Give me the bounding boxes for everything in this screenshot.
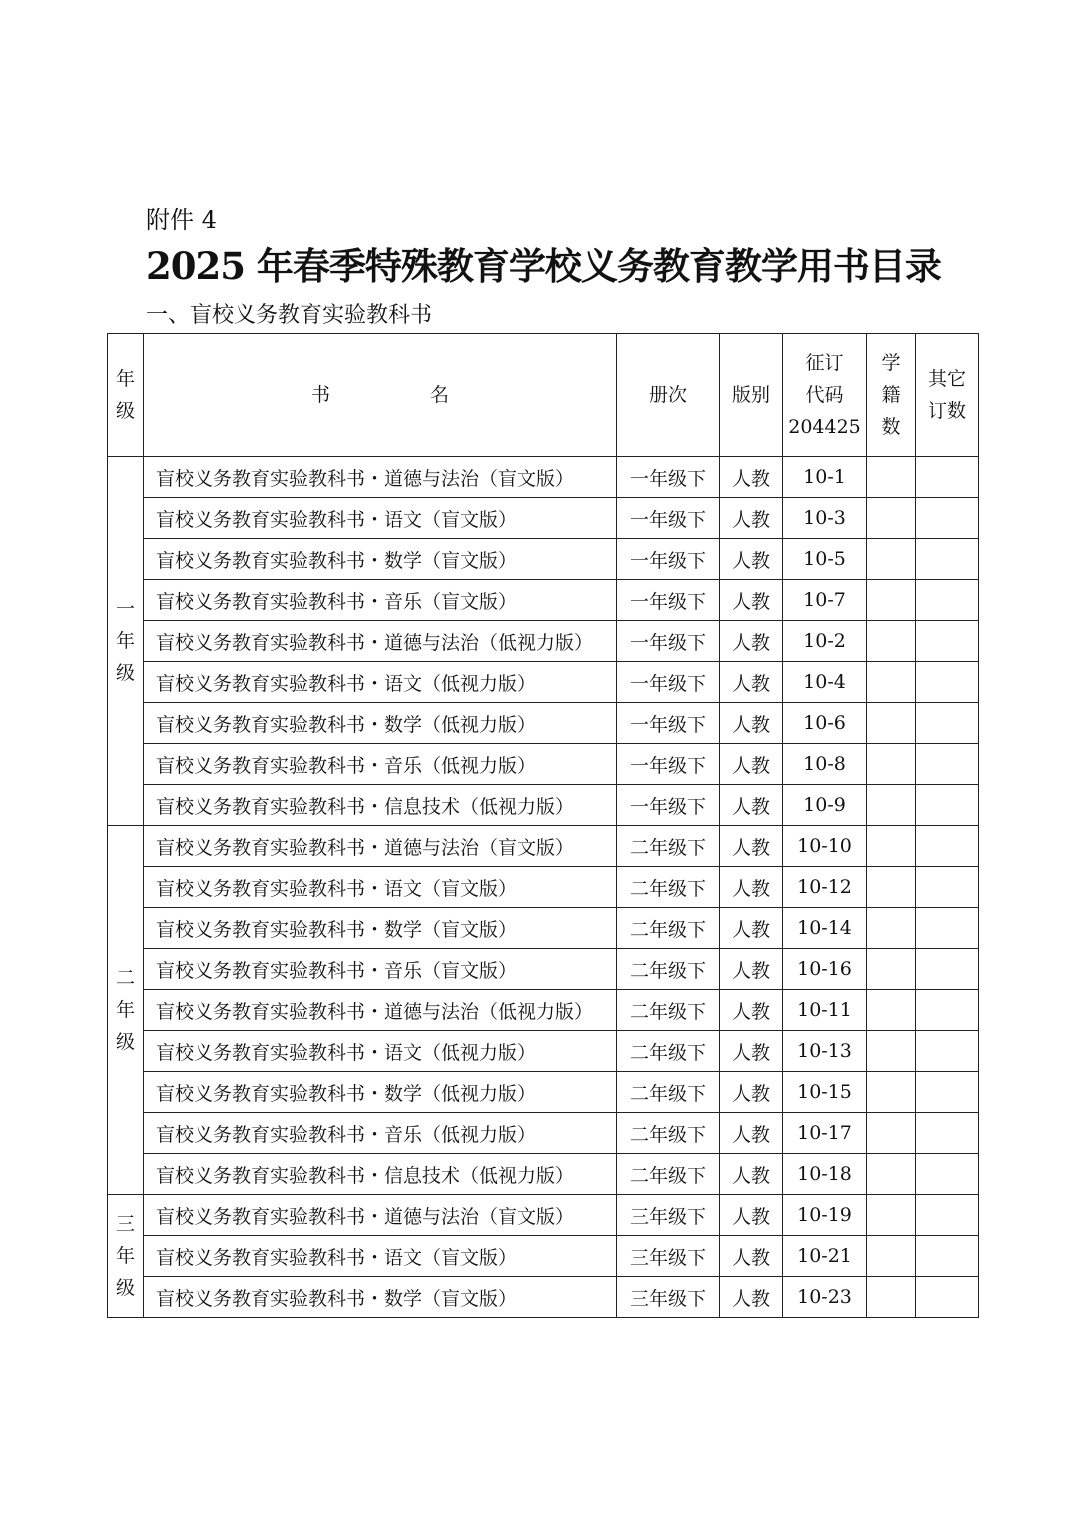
volume-cell: 二年级下 — [617, 867, 720, 908]
school-roll-input-cell[interactable] — [867, 785, 916, 826]
other-orders-input-cell[interactable] — [916, 1195, 979, 1236]
other-orders-input-cell[interactable] — [916, 580, 979, 621]
other-orders-input-cell[interactable] — [916, 1072, 979, 1113]
table-row — [108, 1031, 979, 1072]
school-roll-input-cell[interactable] — [867, 662, 916, 703]
volume-cell: 二年级下 — [617, 949, 720, 990]
order-code-cell: 10-19 — [783, 1195, 867, 1236]
school-roll-input-cell[interactable] — [867, 990, 916, 1031]
grade-cell: 三年级 — [108, 1195, 144, 1318]
volume-cell: 三年级下 — [617, 1277, 720, 1318]
section-heading: 一、盲校义务教育实验教科书 — [146, 303, 433, 328]
edition-cell: 人教 — [720, 457, 783, 498]
edition-cell: 人教 — [720, 703, 783, 744]
table-row — [108, 826, 979, 867]
other-orders-input-cell[interactable] — [916, 908, 979, 949]
volume-cell: 二年级下 — [617, 1154, 720, 1195]
school-roll-input-cell[interactable] — [867, 826, 916, 867]
book-name-cell: 盲校义务教育实验教科书・语文（盲文版） — [144, 498, 617, 539]
header-other-orders: 其它订数 — [916, 334, 979, 457]
edition-cell: 人教 — [720, 949, 783, 990]
school-roll-input-cell[interactable] — [867, 621, 916, 662]
table-row — [108, 990, 979, 1031]
edition-cell: 人教 — [720, 826, 783, 867]
volume-cell: 一年级下 — [617, 744, 720, 785]
other-orders-input-cell[interactable] — [916, 1154, 979, 1195]
volume-cell: 一年级下 — [617, 621, 720, 662]
book-name-cell: 盲校义务教育实验教科书・道德与法治（盲文版） — [144, 457, 617, 498]
book-name-cell: 盲校义务教育实验教科书・数学（盲文版） — [144, 1277, 617, 1318]
order-code-cell: 10-14 — [783, 908, 867, 949]
order-code-cell: 10-15 — [783, 1072, 867, 1113]
order-code-cell: 10-18 — [783, 1154, 867, 1195]
book-name-cell: 盲校义务教育实验教科书・音乐（盲文版） — [144, 580, 617, 621]
book-name-cell: 盲校义务教育实验教科书・道德与法治（低视力版） — [144, 621, 617, 662]
table-row — [108, 908, 979, 949]
volume-cell: 三年级下 — [617, 1195, 720, 1236]
school-roll-input-cell[interactable] — [867, 580, 916, 621]
volume-cell: 一年级下 — [617, 498, 720, 539]
order-code-cell: 10-10 — [783, 826, 867, 867]
header-school-roll: 学籍数 — [867, 334, 916, 457]
other-orders-input-cell[interactable] — [916, 744, 979, 785]
school-roll-input-cell[interactable] — [867, 703, 916, 744]
volume-cell: 一年级下 — [617, 539, 720, 580]
edition-cell: 人教 — [720, 908, 783, 949]
book-name-cell: 盲校义务教育实验教科书・语文（低视力版） — [144, 662, 617, 703]
book-name-cell: 盲校义务教育实验教科书・道德与法治（低视力版） — [144, 990, 617, 1031]
volume-cell: 二年级下 — [617, 990, 720, 1031]
other-orders-input-cell[interactable] — [916, 1236, 979, 1277]
header-volume: 册次 — [617, 334, 720, 457]
header-edition: 版别 — [720, 334, 783, 457]
table-row — [108, 867, 979, 908]
book-name-cell: 盲校义务教育实验教科书・信息技术（低视力版） — [144, 785, 617, 826]
edition-cell: 人教 — [720, 1113, 783, 1154]
grade-cell: 一年级 — [108, 457, 144, 826]
school-roll-input-cell[interactable] — [867, 1154, 916, 1195]
school-roll-input-cell[interactable] — [867, 908, 916, 949]
school-roll-input-cell[interactable] — [867, 867, 916, 908]
other-orders-input-cell[interactable] — [916, 867, 979, 908]
school-roll-input-cell[interactable] — [867, 1236, 916, 1277]
school-roll-input-cell[interactable] — [867, 457, 916, 498]
order-code-cell: 10-16 — [783, 949, 867, 990]
book-name-cell: 盲校义务教育实验教科书・语文（盲文版） — [144, 1236, 617, 1277]
other-orders-input-cell[interactable] — [916, 1113, 979, 1154]
edition-cell: 人教 — [720, 1277, 783, 1318]
other-orders-input-cell[interactable] — [916, 949, 979, 990]
school-roll-input-cell[interactable] — [867, 1195, 916, 1236]
header-order-code: 征订 代码 204425 — [783, 334, 867, 457]
table-row — [108, 580, 979, 621]
document-title: 2025 年春季特殊教育学校义务教育教学用书目录 — [146, 244, 941, 288]
volume-cell: 三年级下 — [617, 1236, 720, 1277]
edition-cell: 人教 — [720, 744, 783, 785]
table-row — [108, 703, 979, 744]
table-row — [108, 1113, 979, 1154]
other-orders-input-cell[interactable] — [916, 457, 979, 498]
school-roll-input-cell[interactable] — [867, 1072, 916, 1113]
order-code-cell: 10-7 — [783, 580, 867, 621]
book-name-cell: 盲校义务教育实验教科书・数学（盲文版） — [144, 539, 617, 580]
table-row — [108, 539, 979, 580]
book-name-cell: 盲校义务教育实验教科书・道德与法治（盲文版） — [144, 826, 617, 867]
book-name-cell: 盲校义务教育实验教科书・数学（低视力版） — [144, 1072, 617, 1113]
other-orders-input-cell[interactable] — [916, 662, 979, 703]
edition-cell: 人教 — [720, 990, 783, 1031]
table-row — [108, 949, 979, 990]
edition-cell: 人教 — [720, 1031, 783, 1072]
volume-cell: 一年级下 — [617, 785, 720, 826]
order-code-cell: 10-21 — [783, 1236, 867, 1277]
order-code-cell: 10-9 — [783, 785, 867, 826]
table-row — [108, 621, 979, 662]
order-code-cell: 10-17 — [783, 1113, 867, 1154]
table-row — [108, 1154, 979, 1195]
volume-cell: 二年级下 — [617, 1113, 720, 1154]
edition-cell: 人教 — [720, 1236, 783, 1277]
textbook-table — [107, 333, 979, 1318]
table-row — [108, 662, 979, 703]
school-roll-input-cell[interactable] — [867, 1031, 916, 1072]
order-code-cell: 10-5 — [783, 539, 867, 580]
order-code-cell: 10-3 — [783, 498, 867, 539]
other-orders-input-cell[interactable] — [916, 539, 979, 580]
book-name-cell: 盲校义务教育实验教科书・音乐（盲文版） — [144, 949, 617, 990]
volume-cell: 二年级下 — [617, 908, 720, 949]
table-row — [108, 1195, 979, 1236]
other-orders-input-cell[interactable] — [916, 498, 979, 539]
table-row — [108, 744, 979, 785]
book-name-cell: 盲校义务教育实验教科书・数学（低视力版） — [144, 703, 617, 744]
order-code-cell: 10-6 — [783, 703, 867, 744]
other-orders-input-cell[interactable] — [916, 826, 979, 867]
table-header-row — [108, 334, 979, 457]
book-name-cell: 盲校义务教育实验教科书・语文（盲文版） — [144, 867, 617, 908]
edition-cell: 人教 — [720, 539, 783, 580]
order-code-cell: 10-2 — [783, 621, 867, 662]
order-code-cell: 10-12 — [783, 867, 867, 908]
table-row — [108, 1072, 979, 1113]
order-code-cell: 10-23 — [783, 1277, 867, 1318]
school-roll-input-cell[interactable] — [867, 744, 916, 785]
book-name-cell: 盲校义务教育实验教科书・音乐（低视力版） — [144, 1113, 617, 1154]
other-orders-input-cell[interactable] — [916, 785, 979, 826]
grade-cell: 二年级 — [108, 826, 144, 1195]
school-roll-input-cell[interactable] — [867, 1277, 916, 1318]
attachment-label: 附件 4 — [146, 206, 217, 234]
edition-cell: 人教 — [720, 785, 783, 826]
order-code-cell: 10-4 — [783, 662, 867, 703]
other-orders-input-cell[interactable] — [916, 1031, 979, 1072]
edition-cell: 人教 — [720, 498, 783, 539]
order-code-cell: 10-1 — [783, 457, 867, 498]
other-orders-input-cell[interactable] — [916, 621, 979, 662]
volume-cell: 二年级下 — [617, 1072, 720, 1113]
edition-cell: 人教 — [720, 867, 783, 908]
table-row — [108, 1277, 979, 1318]
school-roll-input-cell[interactable] — [867, 1113, 916, 1154]
other-orders-input-cell[interactable] — [916, 990, 979, 1031]
table-row — [108, 457, 979, 498]
book-name-cell: 盲校义务教育实验教科书・道德与法治（盲文版） — [144, 1195, 617, 1236]
volume-cell: 一年级下 — [617, 580, 720, 621]
edition-cell: 人教 — [720, 1195, 783, 1236]
volume-cell: 一年级下 — [617, 703, 720, 744]
order-code-cell: 10-11 — [783, 990, 867, 1031]
edition-cell: 人教 — [720, 662, 783, 703]
book-name-cell: 盲校义务教育实验教科书・数学（盲文版） — [144, 908, 617, 949]
school-roll-input-cell[interactable] — [867, 539, 916, 580]
edition-cell: 人教 — [720, 621, 783, 662]
volume-cell: 一年级下 — [617, 662, 720, 703]
table-row — [108, 498, 979, 539]
school-roll-input-cell[interactable] — [867, 949, 916, 990]
order-code-cell: 10-13 — [783, 1031, 867, 1072]
edition-cell: 人教 — [720, 1072, 783, 1113]
other-orders-input-cell[interactable] — [916, 1277, 979, 1318]
other-orders-input-cell[interactable] — [916, 703, 979, 744]
school-roll-input-cell[interactable] — [867, 498, 916, 539]
book-name-cell: 盲校义务教育实验教科书・语文（低视力版） — [144, 1031, 617, 1072]
book-name-cell: 盲校义务教育实验教科书・信息技术（低视力版） — [144, 1154, 617, 1195]
volume-cell: 二年级下 — [617, 1031, 720, 1072]
edition-cell: 人教 — [720, 1154, 783, 1195]
header-grade: 年级 — [108, 334, 144, 457]
volume-cell: 一年级下 — [617, 457, 720, 498]
header-book-name: 书 名 — [144, 334, 617, 457]
table-row — [108, 785, 979, 826]
table-row — [108, 1236, 979, 1277]
order-code-cell: 10-8 — [783, 744, 867, 785]
book-name-cell: 盲校义务教育实验教科书・音乐（低视力版） — [144, 744, 617, 785]
volume-cell: 二年级下 — [617, 826, 720, 867]
edition-cell: 人教 — [720, 580, 783, 621]
